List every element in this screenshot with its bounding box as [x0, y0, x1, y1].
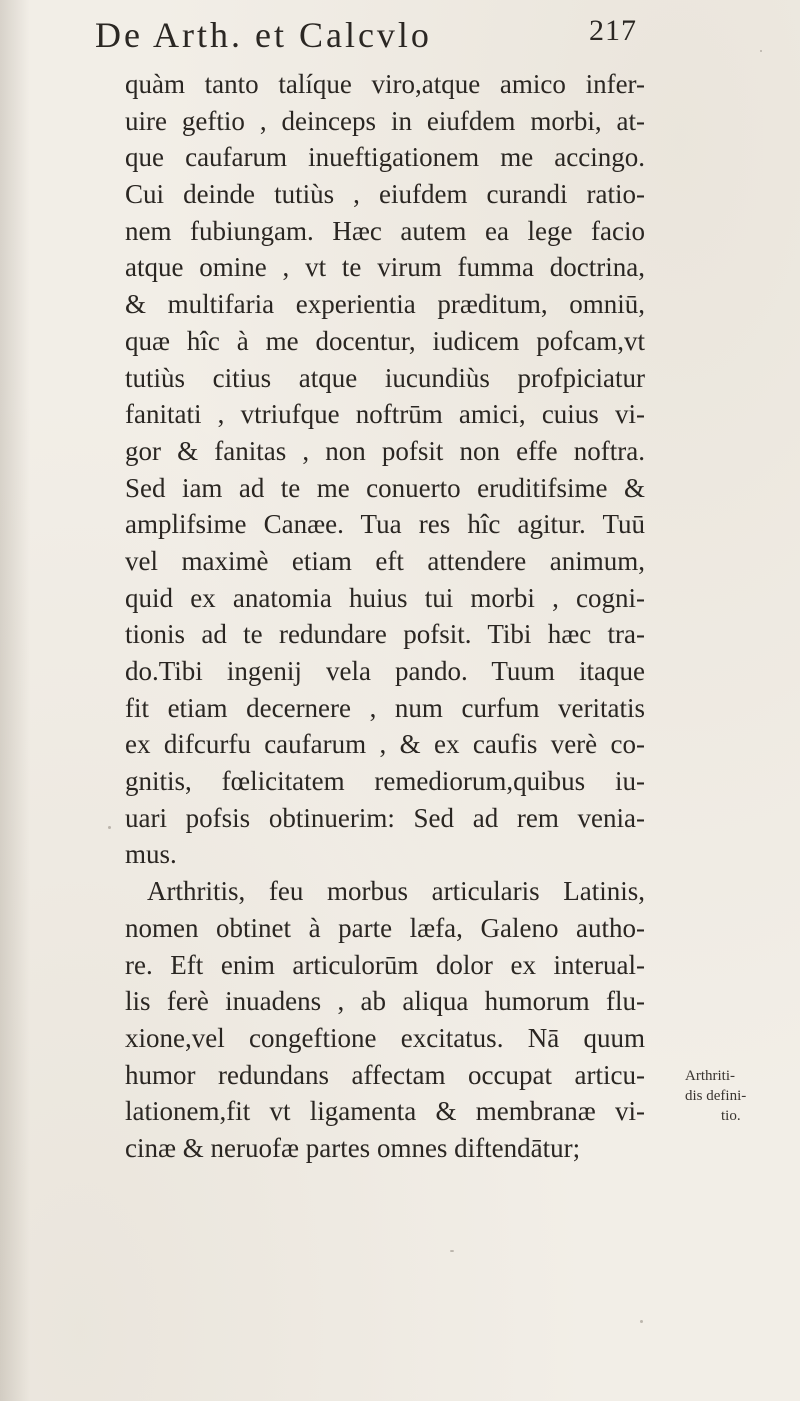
text-line: nem fubiungam. Hæc autem ea lege facio	[125, 215, 645, 246]
gutter-shadow	[0, 0, 30, 1401]
paper-speck	[108, 826, 111, 829]
text-line: Cui deinde tutiùs , eiufdem curandi ratio-	[125, 179, 645, 210]
text-line: humor redundans affectam occupat articu-	[125, 1059, 645, 1090]
text-line: vel maximè etiam eft attendere animum,	[125, 545, 645, 576]
page-number: 217	[589, 14, 637, 47]
text-line: tionis ad te redundare pofsit. Tibi hæc tra-	[125, 619, 645, 650]
text-line: uire geftio , deinceps in eiufdem morbi, at-	[125, 105, 645, 136]
text-line: xione,vel congeftione excitatus. Nā quum	[125, 1022, 645, 1053]
text-line: re. Eft enim articulorūm dolor ex interual-	[125, 949, 645, 980]
text-line: quid ex anatomia huius tui morbi , cogni-	[125, 582, 645, 613]
running-head	[95, 10, 695, 60]
text-line: que caufarum inueftigationem me accingo.	[125, 142, 645, 173]
text-line: lationem,fit vt ligamenta & membranæ vi-	[125, 1096, 645, 1127]
marginal-note	[685, 1066, 795, 1126]
paper-speck	[760, 50, 762, 52]
text-line: fit etiam decernere , num curfum veritatis	[125, 692, 645, 723]
text-line: lis ferè inuadens , ab aliqua humorum flu-	[125, 986, 645, 1017]
marginal-note-line: dis defini-	[685, 1088, 747, 1104]
running-title: De Arth. et Calcvlo	[95, 15, 432, 55]
text-line: cinæ & neruofæ partes omnes diftendātur;	[125, 1132, 581, 1163]
text-line: fanitati , vtriufque noftrūm amici, cuius vi-	[125, 399, 645, 430]
text-line: tutiùs citius atque iucundiùs profpiciatur	[125, 362, 645, 393]
text-line: quæ hîc à me docentur, iudicem pofcam,vt	[125, 325, 645, 356]
text-line: Arthritis, feu morbus articularis Latinis,	[147, 876, 645, 907]
paper-speck	[640, 1320, 643, 1323]
text-line: ex difcurfu caufarum , & ex caufis verè co-	[125, 729, 645, 760]
text-line: gnitis, fœlicitatem remediorum,quibus iu-	[125, 766, 645, 797]
text-line: mus.	[125, 839, 177, 870]
paper-speck	[450, 1250, 454, 1252]
text-line: uari pofsis obtinuerim: Sed ad rem venia-	[125, 802, 645, 833]
text-line: atque omine , vt te virum fumma doctrina,	[125, 252, 645, 283]
marginal-note-line: Arthriti-	[685, 1068, 735, 1084]
text-line: & multifaria experientia præditum, omniū,	[125, 289, 645, 320]
text-line: quàm tanto talíque viro,atque amico infer-	[125, 69, 645, 99]
body-text	[125, 66, 645, 1167]
text-line: gor & fanitas , non pofsit non effe noftra.	[125, 435, 645, 466]
text-line: do.Tibi ingenij vela pando. Tuum itaque	[125, 656, 645, 686]
text-line: nomen obtinet à parte læfa, Galeno autho-	[125, 912, 645, 943]
text-line: amplifsime Canæe. Tua res hîc agitur. Tuū	[125, 509, 645, 540]
marginal-note-line: tio.	[721, 1108, 741, 1124]
text-line: Sed iam ad te me conuerto eruditifsime &	[125, 472, 645, 503]
